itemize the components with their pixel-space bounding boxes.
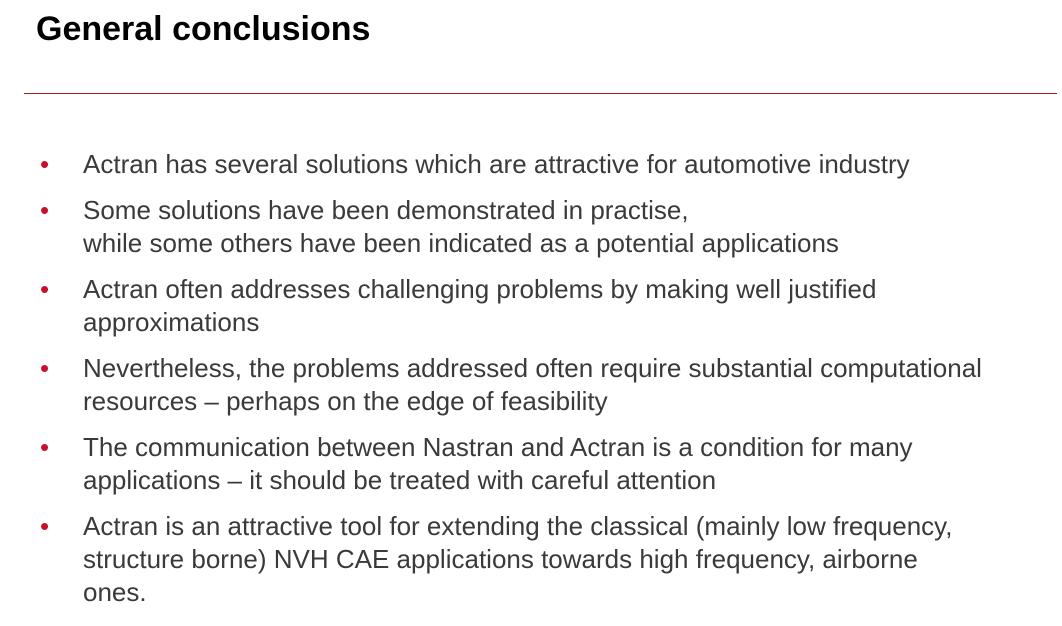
bullet-text-line: applications – it should be treated with careful attention (83, 465, 717, 495)
bullet-text-line: while some others have been indicated as a potential applications (83, 228, 839, 258)
bullet-text-line: Actran is an attractive tool for extending the classical (mainly low frequency, (83, 511, 953, 541)
bullet-text-line: Actran has several solutions which are attractive for automotive industry (83, 149, 910, 179)
slide-title: General conclusions (36, 10, 371, 48)
bullet-item (0, 352, 1062, 418)
bullet-text-line: ones. (83, 577, 147, 607)
bullet-dot-icon: • (40, 149, 50, 179)
bullet-item (0, 273, 1062, 339)
bullet-text-line: structure borne) NVH CAE applications towards high frequency, airborne (83, 544, 918, 574)
bullet-item (0, 194, 1062, 260)
bullet-list (0, 148, 1062, 622)
bullet-item (0, 431, 1062, 497)
bullet-text-line: resources – perhaps on the edge of feasibility (83, 386, 608, 416)
bullet-dot-icon: • (40, 353, 50, 383)
bullet-text-line: approximations (83, 307, 260, 337)
bullet-text-line: Some solutions have been demonstrated in practise, (83, 195, 689, 225)
bullet-text-line: Actran often addresses challenging problems by making well justified (83, 274, 877, 304)
bullet-dot-icon: • (40, 274, 50, 304)
bullet-text-line: The communication between Nastran and Actran is a condition for many (83, 432, 913, 462)
bullet-item (0, 510, 1062, 609)
bullet-item (0, 148, 1062, 181)
bullet-dot-icon: • (40, 432, 50, 462)
bullet-text-line: Nevertheless, the problems addressed often require substantial computational (83, 353, 982, 383)
bullet-dot-icon: • (40, 511, 50, 541)
bullet-dot-icon: • (40, 195, 50, 225)
title-divider (24, 93, 1057, 94)
